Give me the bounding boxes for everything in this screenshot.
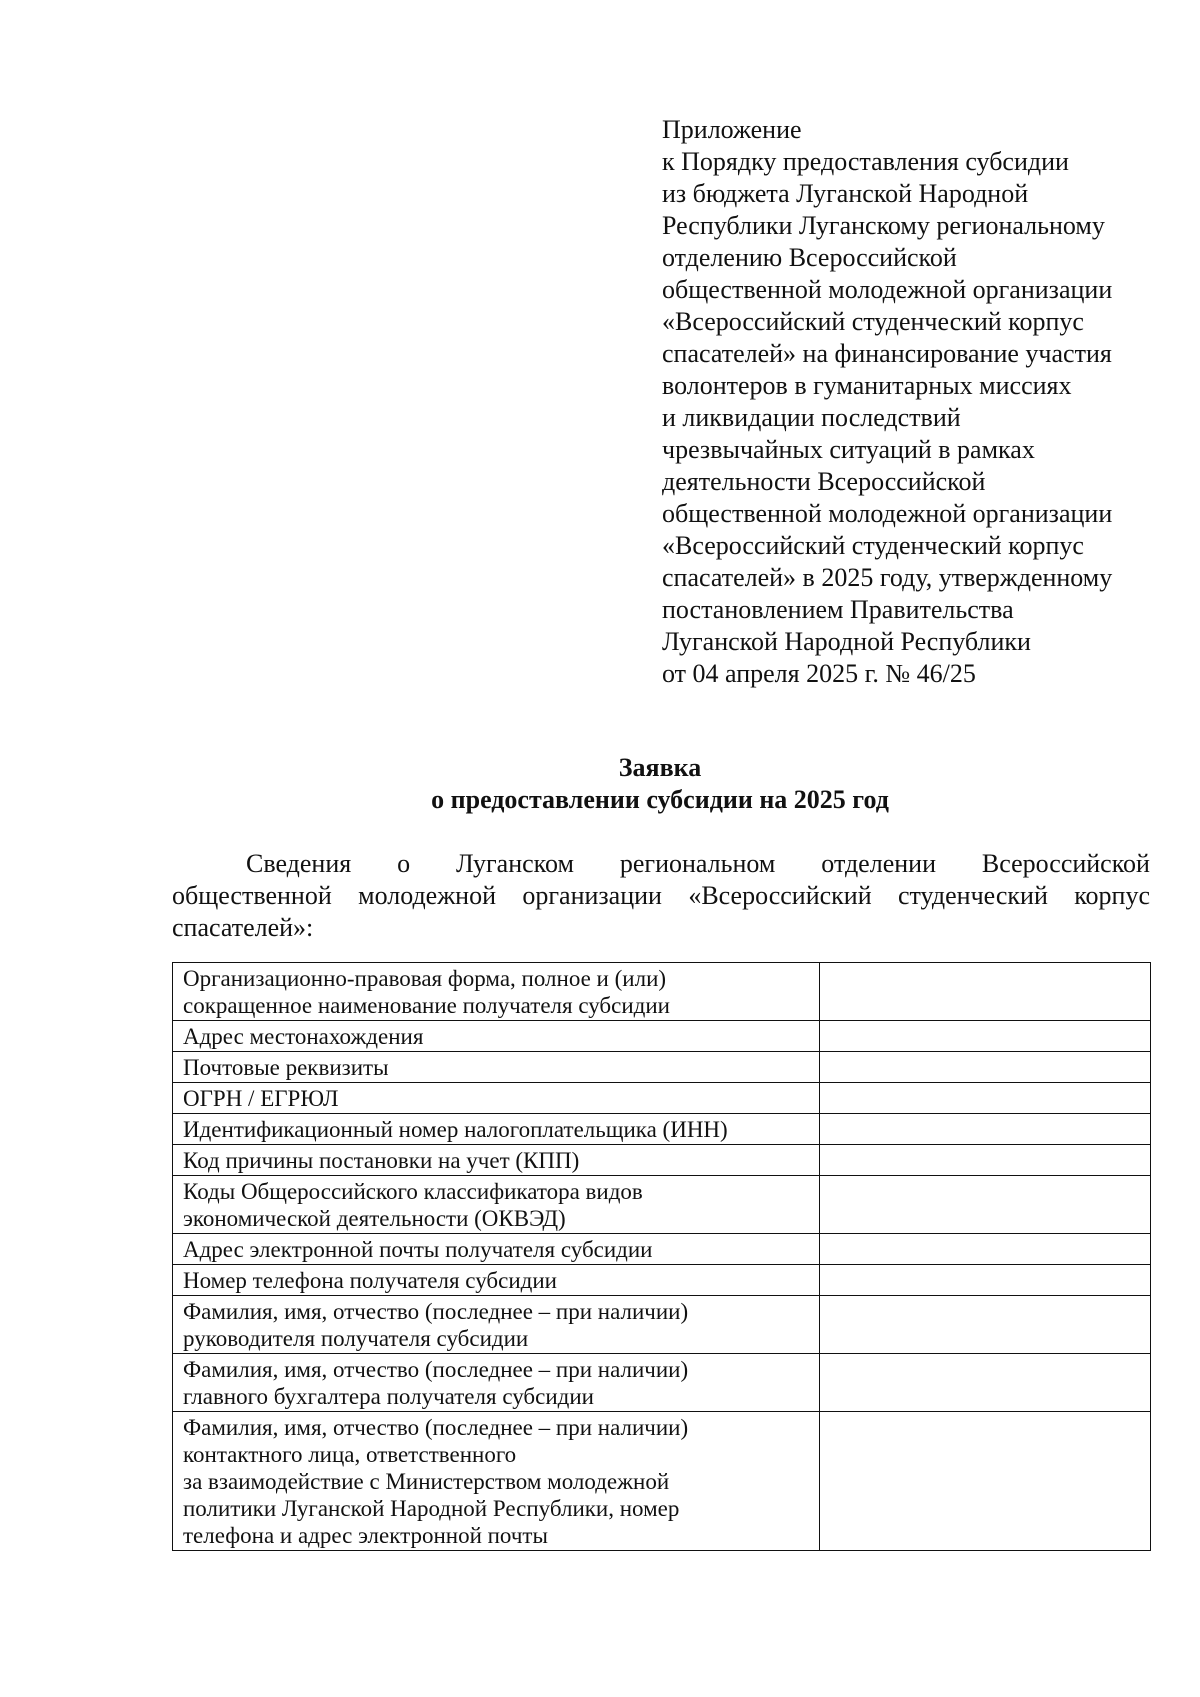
table-row bbox=[173, 1234, 1151, 1265]
appendix-line: «Всероссийский студенческий корпус bbox=[662, 531, 1084, 560]
row-label-cell bbox=[173, 1176, 820, 1234]
row-value-cell[interactable] bbox=[820, 1354, 1151, 1412]
appendix-line: спасателей» на финансирование участия bbox=[662, 339, 1112, 368]
row-label-cell bbox=[173, 1021, 820, 1052]
row-label-line: Идентификационный номер налогоплательщика (ИНН) bbox=[183, 1117, 728, 1142]
appendix-line: и ликвидации последствий bbox=[662, 403, 961, 432]
row-value-cell[interactable] bbox=[820, 1083, 1151, 1114]
appendix-line: Приложение bbox=[662, 115, 802, 144]
title-line-2: о предоставлении субсидии на 2025 год bbox=[431, 785, 889, 814]
appendix-line: чрезвычайных ситуаций в рамках bbox=[662, 435, 1035, 464]
intro-word: о bbox=[397, 849, 411, 878]
intro-line-1 bbox=[172, 848, 1150, 880]
row-value-cell[interactable] bbox=[820, 1021, 1151, 1052]
table-row bbox=[173, 1412, 1151, 1551]
appendix-line: от 04 апреля 2025 г. № 46/25 bbox=[662, 659, 976, 688]
row-label-line: руководителя получателя субсидии bbox=[183, 1326, 529, 1351]
table-row bbox=[173, 1021, 1151, 1052]
row-value-cell[interactable] bbox=[820, 1145, 1151, 1176]
appendix-line: волонтеров в гуманитарных миссиях bbox=[662, 371, 1072, 400]
table-row bbox=[173, 1145, 1151, 1176]
row-label-line: за взаимодействие с Министерством молодежной bbox=[183, 1469, 670, 1494]
row-value-cell[interactable] bbox=[820, 1114, 1151, 1145]
recipient-info-table-body bbox=[173, 963, 1151, 1551]
row-label-line: Фамилия, имя, отчество (последнее – при наличии) bbox=[183, 1299, 689, 1324]
intro-word: «Всероссийский bbox=[688, 881, 872, 910]
appendix-line: «Всероссийский студенческий корпус bbox=[662, 307, 1084, 336]
row-value-cell[interactable] bbox=[820, 1296, 1151, 1354]
intro-word: общественной bbox=[172, 881, 332, 910]
row-label-cell bbox=[173, 1052, 820, 1083]
row-label-line: ОГРН / ЕГРЮЛ bbox=[183, 1086, 339, 1111]
intro-word: молодежной bbox=[358, 881, 497, 910]
row-label-line: Адрес электронной почты получателя субсидии bbox=[183, 1237, 653, 1262]
row-label-cell bbox=[173, 1145, 820, 1176]
table-row bbox=[173, 1265, 1151, 1296]
row-label-line: главного бухгалтера получателя субсидии bbox=[183, 1384, 594, 1409]
row-label-line: Адрес местонахождения bbox=[183, 1024, 424, 1049]
row-label-line: политики Луганской Народной Республики, номер bbox=[183, 1496, 680, 1521]
intro-word: региональном bbox=[619, 849, 776, 878]
appendix-line: постановлением Правительства bbox=[662, 595, 1014, 624]
row-label-cell bbox=[173, 963, 820, 1021]
intro-word: студенческий bbox=[897, 881, 1048, 910]
intro-word: Всероссийской bbox=[981, 849, 1150, 878]
row-label-line: Почтовые реквизиты bbox=[183, 1055, 389, 1080]
row-label-cell bbox=[173, 1265, 820, 1296]
intro-word: организации bbox=[522, 881, 662, 910]
row-value-cell[interactable] bbox=[820, 1412, 1151, 1551]
row-label-line: Коды Общероссийского классификатора видов bbox=[183, 1179, 643, 1204]
row-label-line: Организационно-правовая форма, полное и (или) bbox=[183, 966, 667, 991]
intro-word: отделении bbox=[821, 849, 936, 878]
recipient-info-table bbox=[172, 962, 1151, 1551]
table-row bbox=[173, 1114, 1151, 1145]
row-label-line: Код причины постановки на учет (КПП) bbox=[183, 1148, 580, 1173]
row-label-cell bbox=[173, 1083, 820, 1114]
table-row bbox=[173, 1296, 1151, 1354]
appendix-line: общественной молодежной организации bbox=[662, 275, 1113, 304]
row-label-line: телефона и адрес электронной почты bbox=[183, 1523, 548, 1548]
row-label-line: Фамилия, имя, отчество (последнее – при наличии) bbox=[183, 1415, 689, 1440]
intro-paragraph bbox=[172, 848, 1150, 944]
table-row bbox=[173, 1052, 1151, 1083]
title-line-1: Заявка bbox=[618, 753, 702, 782]
row-value-cell[interactable] bbox=[820, 1265, 1151, 1296]
row-value-cell[interactable] bbox=[820, 1176, 1151, 1234]
intro-word: Сведения bbox=[246, 849, 352, 878]
table-row bbox=[173, 1176, 1151, 1234]
appendix-line: из бюджета Луганской Народной bbox=[662, 179, 1029, 208]
table-row bbox=[173, 963, 1151, 1021]
table-row bbox=[173, 1083, 1151, 1114]
row-label-cell bbox=[173, 1412, 820, 1551]
intro-line-3: спасателей»: bbox=[172, 913, 314, 942]
appendix-line: отделению Всероссийской bbox=[662, 243, 957, 272]
appendix-line: деятельности Всероссийской bbox=[662, 467, 986, 496]
row-label-line: Номер телефона получателя субсидии bbox=[183, 1268, 557, 1293]
row-label-line: экономической деятельности (ОКВЭД) bbox=[183, 1206, 566, 1231]
row-label-cell bbox=[173, 1354, 820, 1412]
row-label-cell bbox=[173, 1114, 820, 1145]
appendix-line: Луганской Народной Республики bbox=[662, 627, 1031, 656]
row-label-line: сокращенное наименование получателя субсидии bbox=[183, 993, 670, 1018]
row-value-cell[interactable] bbox=[820, 1052, 1151, 1083]
appendix-line: к Порядку предоставления субсидии bbox=[662, 147, 1069, 176]
row-label-cell bbox=[173, 1234, 820, 1265]
row-label-cell bbox=[173, 1296, 820, 1354]
row-value-cell[interactable] bbox=[820, 1234, 1151, 1265]
intro-word: Луганском bbox=[456, 849, 574, 878]
row-label-line: контактного лица, ответственного bbox=[183, 1442, 517, 1467]
row-value-cell[interactable] bbox=[820, 963, 1151, 1021]
row-label-line: Фамилия, имя, отчество (последнее – при наличии) bbox=[183, 1357, 689, 1382]
appendix-block bbox=[662, 114, 1182, 690]
intro-word: корпус bbox=[1074, 881, 1150, 910]
table-row bbox=[173, 1354, 1151, 1412]
appendix-line: спасателей» в 2025 году, утвержденному bbox=[662, 563, 1113, 592]
document-title bbox=[0, 752, 1200, 816]
appendix-line: общественной молодежной организации bbox=[662, 499, 1113, 528]
appendix-line: Республики Луганскому региональному bbox=[662, 211, 1105, 240]
intro-line-2 bbox=[172, 880, 1150, 912]
